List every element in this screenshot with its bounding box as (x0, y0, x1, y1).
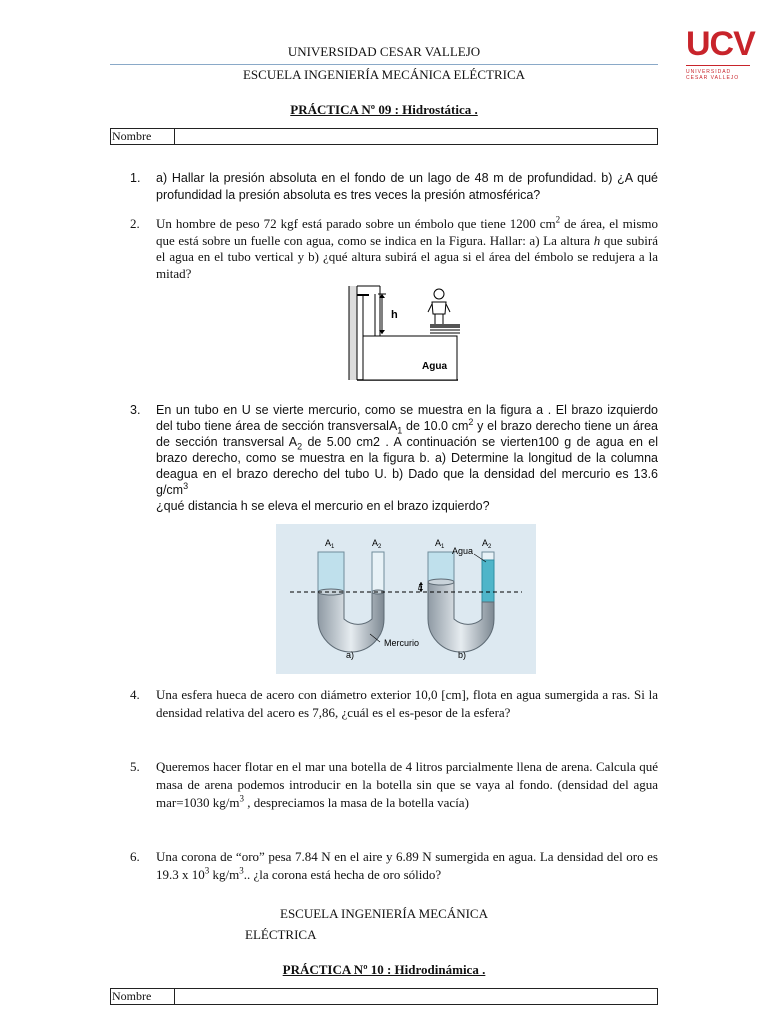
bellows-water (363, 336, 457, 380)
logo-text: UCV (686, 25, 755, 63)
question-text: Un hombre de peso 72 kgf está parado sobre un émbolo que tiene 1200 $cm^2$ de área, el mismo que está sobre un fuelle con agua, como se indica en la Figura. Hallar: a) La altura h que subirá el agua en el tubo vertical y b) ¿qué altura subirá el agua si el área del émbolo se redujera a la mitad? (156, 214, 658, 281)
water-column (482, 560, 494, 602)
caption-b: b) (458, 650, 467, 660)
question-2 (130, 216, 658, 282)
logo-rule (686, 65, 750, 66)
ucv-logo (686, 26, 754, 92)
question-number: 3. (130, 403, 141, 417)
tank-wall-left (349, 286, 357, 380)
question-text: En un tubo en U se vierte mercurio, como se muestra en la figura a . El brazo izquierdo del tubo tiene área de sección transversalA$_1$ de 10.0 $cm^2$ y el brazo derecho tiene un área de sección transversal $A_2$ de 5.00 cm2 . A continuación se vierten100 g de agua en el brazo derecho, como se muestra en la figura b. a) Determine la longitud de la columna deagua en el brazo derecho del tubo U. b) Dado que la densidad del mercurio es 13.6 $g/cm^3$ ¿qué distancia h se eleva el mercurio en el brazo izquierdo? (156, 403, 658, 513)
logo-subtitle: UNIVERSIDAD CESAR VALLEJO (686, 69, 740, 81)
header-divider (110, 64, 658, 65)
question-number: 2. (130, 216, 140, 231)
question-1 (130, 170, 658, 203)
figure-u-tubes (276, 524, 536, 674)
h-label: h (391, 309, 398, 321)
agua-label: Agua (452, 546, 474, 556)
school-name: ESCUELA INGENIERÍA MECÁNICA ELÉCTRICA (242, 67, 526, 82)
question-text: Una corona de “oro” pesa 7.84 N en el aire y 6.89 N sumergida en agua. La densidad del oro es 19.3 x $10^3$ $kg/m^3$.. ¿la corona está hecha de oro sólido? (156, 849, 658, 882)
question-text: a) Hallar la presión absoluta en el fondo de un lago de 48 m de profundidad. b) ¿A qué profundidad la presión absoluta es tres veces la presión atmosférica? (156, 171, 658, 202)
practice-title-2: PRÁCTICA Nº 10 : Hidrodinámica . (282, 962, 486, 977)
school-name-2-line1: ESCUELA INGENIERÍA MECÁNICA (280, 906, 488, 921)
figure-bellows (346, 284, 462, 382)
piston[interactable] (430, 324, 460, 328)
question-5 (130, 758, 658, 812)
a2-label: $A_2$ (372, 538, 382, 550)
school-name-2-line2: ELÉCTRICA (245, 927, 317, 942)
a1-label-b: $A_1$ (435, 538, 445, 550)
question-3 (130, 402, 658, 514)
question-text: Queremos hacer flotar en el mar una botella de 4 litros parcialmente llena de arena. Calcula qué masa de arena podemos introducir en la botella sin que se vaya al fondo. (densidad del agua mar=1030 $kg/m^3$ , despreciamos la masa de la botella vacía) (156, 759, 658, 810)
university-name: UNIVERSIDAD CESAR VALLEJO (287, 44, 481, 59)
question-number: 5. (130, 759, 140, 774)
question-number: 4. (130, 687, 140, 702)
mercurio-label: Mercurio (384, 638, 420, 648)
figure-background (276, 524, 536, 674)
name-input[interactable] (177, 129, 655, 144)
question-4 (130, 686, 658, 722)
a1-label: $A_1$ (325, 538, 335, 550)
a2-label-b: $A_2$ (482, 538, 492, 550)
name-field-2[interactable] (110, 988, 658, 1005)
name-label: Nombre (111, 129, 175, 144)
caption-a: a) (346, 650, 355, 660)
question-number: 6. (130, 849, 140, 864)
question-6 (130, 848, 658, 884)
water-label: Agua (422, 361, 447, 372)
name-label: Nombre (111, 989, 175, 1004)
man-body (432, 302, 446, 314)
question-text: Una esfera hueca de acero con diámetro exterior 10,0 [cm], flota en agua sumergida a ras. Si la densidad relativa del acero es 7,86, ¿cuál es el es-pesor de la esfera? (156, 687, 658, 720)
name-field[interactable] (110, 128, 658, 145)
practice-title: PRÁCTICA Nº 09 : Hidrostática . (290, 102, 478, 117)
man-head (434, 289, 444, 299)
h-label: h (418, 583, 423, 592)
question-number: 1. (130, 171, 141, 185)
